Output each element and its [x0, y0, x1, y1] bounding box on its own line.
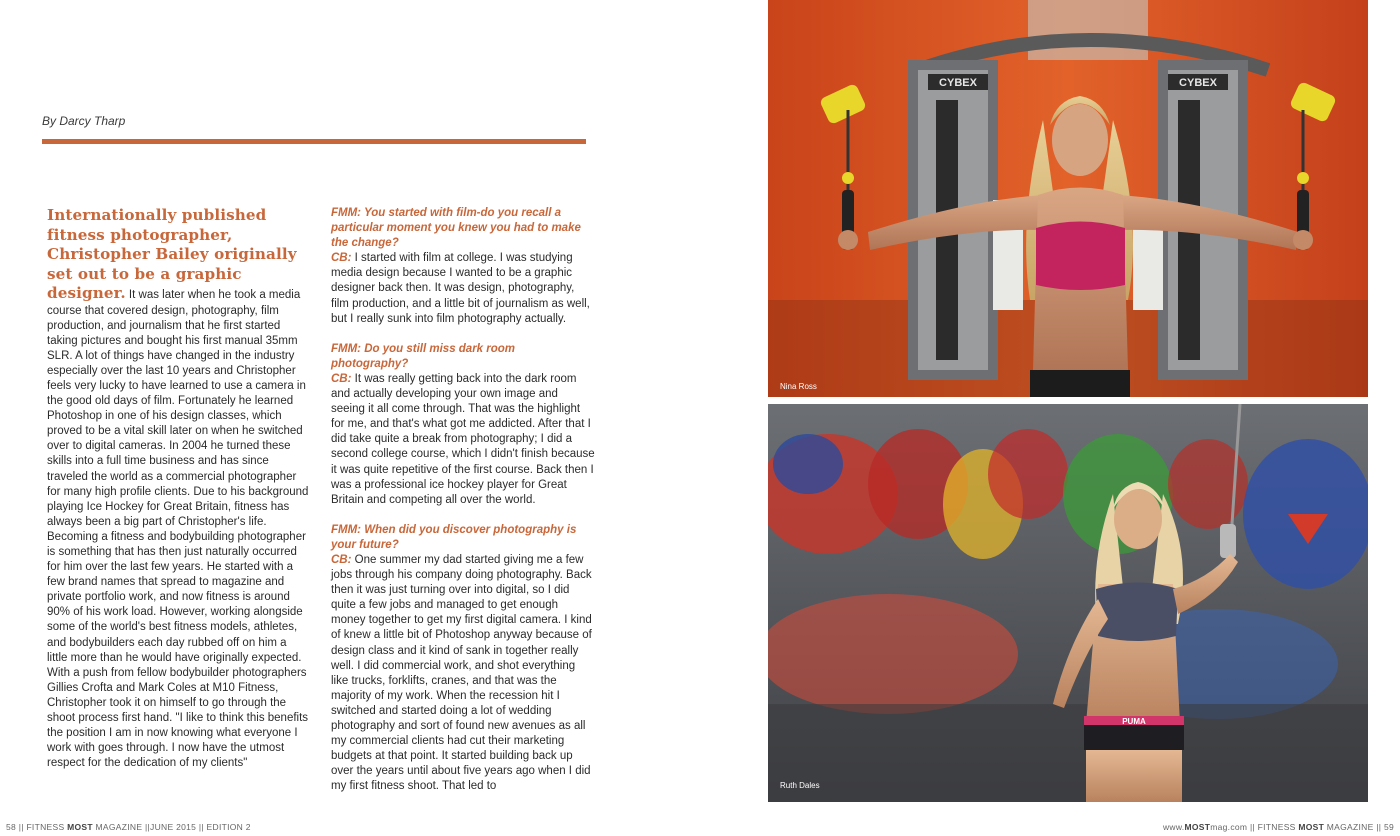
footer-left [6, 822, 251, 832]
photo-caption-top: Nina Ross [780, 382, 817, 391]
body-text: It was later when he took a media course that covered design, photography, film production, and journalism that he first started taking pictures and bought his first manual 35mm SLR. A lot of things have changed in the industry especially over the last 10 years and Christopher feels very lucky to have learned to use a camera in the good old days of film. Fortunately he learned Photoshop in one of his design classes, which proved to be a vital skill later on when he switched over to digital cameras. In 2004 he turned these skills into a full time business and has since traveled the world as a commercial photographer for many high profile clients. Due to his background playing Ice Hockey for Great Britain, fitness has always been a big part of Christopher's life. Becoming a fitness and bodybuilding photographer is something that has then just naturally occurred for him over the last few years. He started with a few brand names that spread to magazine and private portfolio work, and now fitness is around 90% of his work load. However, working alongside some of the world's best fitness models, athletes, and bodybuilders each day rubbed off on him a little more than he would have originally expected. With a push from fellow bodybuilder photographers Gillies Crofta and Mark Coles at M10 Fitness, Christopher took it on himself to go through the shoot process first hand. "I like to think this benefits the position I am in now knowing what everyone I work with goes through. I now have the utmost respect for the dedication of my clients" [47, 289, 309, 770]
photo-graffiti-wall [768, 404, 1368, 802]
website-suffix: mag.com [1210, 822, 1248, 832]
footer-separator: || [1376, 822, 1382, 832]
photo-caption-bottom: Ruth Dales [780, 781, 820, 790]
column-2 [331, 206, 595, 809]
website-bold: MOST [1184, 822, 1211, 832]
qa-block [331, 523, 595, 795]
divider-rule [42, 139, 586, 144]
footer-right [1163, 822, 1394, 832]
qa-block [331, 206, 595, 327]
interview-question: FMM: You started with film-do you recall a particular moment you knew you had to make the change? [331, 207, 581, 250]
interview-answer: One summer my dad started giving me a few jobs through his company doing photography. Back then it was just turning over into digital, so I did quite a few jobs and managed to get enough money together to get my first digital camera. I kind of knew a little bit of Photoshop anyway because of design class and it kind of sank in together really well. I did commercial work, and shot everything like trucks, forklifts, cranes, and that was the majority of my work. When the recession hit I switched and started doing a lot of wedding photography and sort of found new avenues as all my commercial clients had cut their marketing budgets at that point. It started building back up over the years until about five years ago when I did my first fitness shoot. That led to [331, 553, 592, 793]
edition-label: || EDITION 2 [198, 822, 251, 832]
interview-answer: I started with film at college. I was studying media design because I wanted to be a graphic designer back then. It was design, photography, film production, and a little bit of journalism as well, but I really sunk into film photography actually. [331, 252, 590, 325]
cb-label: CB: [331, 372, 352, 385]
cb-label: CB: [331, 252, 352, 265]
publication-name-bold: MOST [67, 822, 93, 832]
publication-name: FITNESS [26, 822, 65, 832]
photo-gym-cable-machine [768, 0, 1368, 397]
graffiti-scene-illustration [768, 404, 1368, 802]
page-number-right: 59 [1383, 822, 1394, 832]
puma-logo: PUMA [1122, 717, 1146, 726]
interview-answer: It was really getting back into the dark room and actually developing your own image and seeing it all come through. That was the highlight for me, and that's what got me addicted. After that I did take quite a break from photography; I did a second college course, which I didn't finish because it was quite repetitive of the first course. Back then I was a professional ice hockey player for Great Britain and competing all over the world. [331, 372, 595, 506]
cybex-logo: CYBEX [1179, 77, 1217, 89]
column-1 [47, 206, 309, 771]
interview-question: FMM: When did you discover photography is your future? [331, 523, 577, 551]
page-number-left: 58 [6, 822, 17, 832]
website-prefix: www. [1162, 822, 1185, 832]
cybex-logo: CYBEX [939, 77, 977, 89]
cb-label: CB: [331, 553, 352, 566]
byline: By Darcy Tharp [42, 114, 126, 128]
footer-separator: || [18, 822, 24, 832]
publication-name: FITNESS [1257, 822, 1296, 832]
lead-heading: Internationally published fitness photographer, Christopher Bailey originally set out to be a graphic designer. [47, 206, 297, 302]
footer-separator: || [1249, 822, 1255, 832]
publication-name-suffix: MAGAZINE [1326, 822, 1374, 832]
interview-question: FMM: Do you still miss dark room photography? [331, 342, 516, 370]
gym-scene-illustration [768, 0, 1368, 397]
publication-name-suffix: MAGAZINE [95, 822, 143, 832]
issue-date: ||JUNE 2015 [145, 822, 197, 832]
qa-block [331, 342, 595, 508]
publication-name-bold: MOST [1298, 822, 1325, 832]
